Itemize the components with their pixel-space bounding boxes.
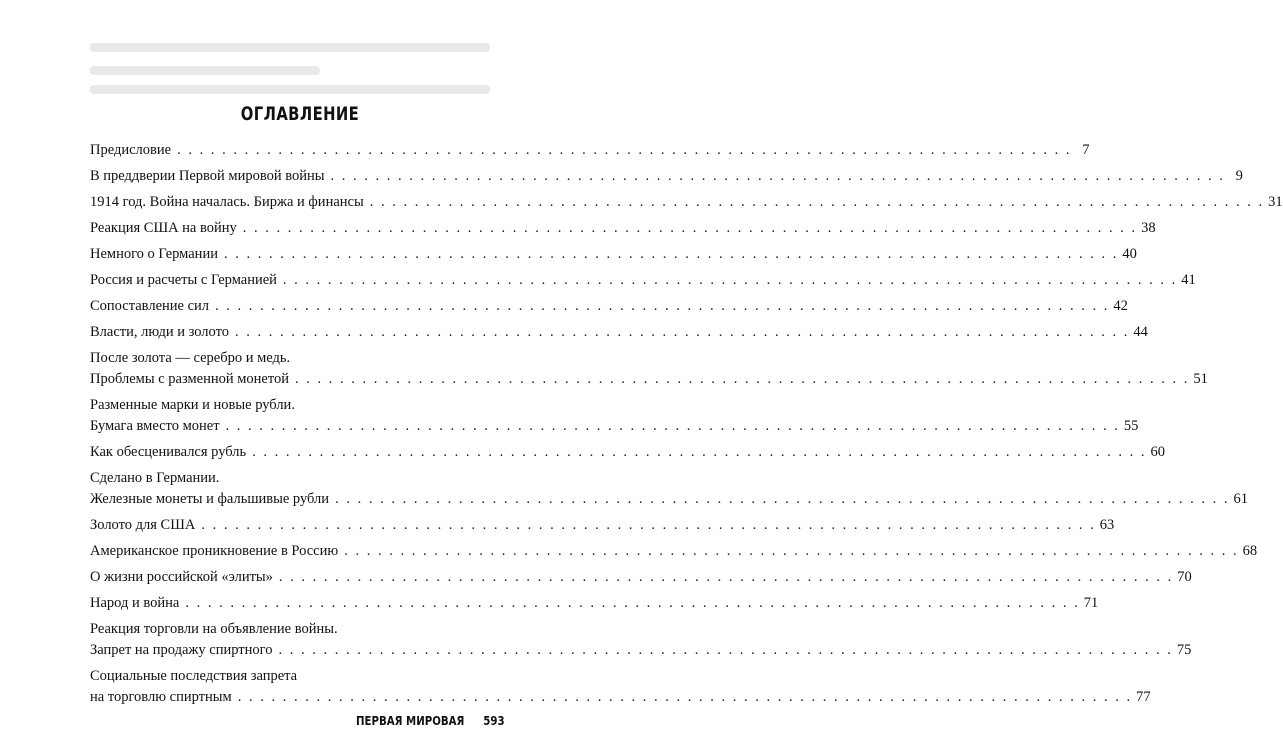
toc-entry-title: Народ и война [90, 595, 180, 611]
toc-entry [90, 272, 1196, 289]
toc-entry-title: Сопоставление сил [90, 298, 210, 314]
toc-entry-title-line1: Социальные последствия запрета [90, 668, 298, 684]
toc-entry-line [90, 298, 1128, 315]
toc-entry-page: 7 [1082, 142, 1090, 158]
toc-entry-title: Запрет на продажу спиртного [90, 642, 273, 658]
toc-entry-line [90, 491, 1248, 508]
table-of-contents [90, 142, 1283, 715]
toc-entry-line [90, 595, 1099, 612]
toc-entry [90, 621, 1192, 659]
toc-entry-page: 31 [1268, 194, 1283, 210]
toc-entry [90, 350, 1208, 388]
toc-entry-line [90, 194, 1283, 211]
page-footer [356, 714, 505, 728]
dot-leader: . . . . . . . . . . . . . . . . . . . . . . . . . . . . . . . . . . . . . . . . . . . . . . . . . . . . . . . . . . . . . . . . . . . . . . . . . . . . . . . . [295, 371, 1190, 387]
dot-leader: . . . . . . . . . . . . . . . . . . . . . . . . . . . . . . . . . . . . . . . . . . . . . . . . . . . . . . . . . . . . . . . . . . . . . . . . . . . . . . . . [344, 543, 1239, 559]
toc-entry-title: В преддверии Первой мировой войны [90, 168, 325, 184]
dot-leader: . . . . . . . . . . . . . . . . . . . . . . . . . . . . . . . . . . . . . . . . . . . . . . . . . . . . . . . . . . . . . . . . . . . . . . . . . . . . . . . . [278, 569, 1174, 585]
toc-entry-title: Железные монеты и фальшивые рубли [90, 491, 330, 507]
toc-entry-line [90, 642, 1192, 659]
toc-entry-line [90, 418, 1139, 435]
toc-entry-page: 60 [1150, 444, 1166, 460]
toc-entry-line [90, 220, 1156, 237]
dot-leader: . . . . . . . . . . . . . . . . . . . . . . . . . . . . . . . . . . . . . . . . . . . . . . . . . . . . . . . . . . . . . . . . . . . . . . . . . . . . . . . . [225, 418, 1120, 434]
toc-entry [90, 298, 1128, 315]
toc-entry-title: Россия и расчеты с Германией [90, 272, 277, 288]
toc-entry [90, 194, 1283, 211]
toc-entry-title-line1: Сделано в Германии. [90, 470, 220, 486]
toc-entry-page: 51 [1193, 371, 1208, 387]
toc-entry-title-line1: Реакция торговли на объявление войны. [90, 621, 338, 637]
toc-entry-page: 44 [1133, 324, 1148, 340]
dot-leader: . . . . . . . . . . . . . . . . . . . . . . . . . . . . . . . . . . . . . . . . . . . . . . . . . . . . . . . . . . . . . . . . . . . . . . . . . . . . . . . . [278, 642, 1173, 658]
toc-entry [90, 595, 1099, 612]
toc-entry-page: 63 [1099, 517, 1115, 533]
toc-entry-title-line1: После золота — серебро и медь. [90, 350, 291, 366]
toc-entry [90, 668, 1151, 706]
running-head: ПЕРВАЯ МИРОВАЯ [356, 714, 465, 728]
dot-leader: . . . . . . . . . . . . . . . . . . . . . . . . . . . . . . . . . . . . . . . . . . . . . . . . . . . . . . . . . . . . . . . . . . . . . . . . . . . . . . . . [201, 517, 1096, 533]
toc-entry-line [90, 168, 1243, 185]
bleed-through-line [90, 66, 320, 75]
bleed-through-line [90, 43, 490, 52]
bleed-through-line [90, 85, 490, 94]
toc-entry-page: 70 [1177, 569, 1192, 585]
page-title: ОГЛАВЛЕНИЕ [240, 103, 360, 125]
dot-leader: . . . . . . . . . . . . . . . . . . . . . . . . . . . . . . . . . . . . . . . . . . . . . . . . . . . . . . . . . . . . . . . . . . . . . . . . . . . . . . . . [237, 689, 1133, 705]
toc-entry-title: 1914 год. Война началась. Биржа и финансы [90, 194, 364, 210]
page-number: 593 [483, 714, 505, 728]
toc-entry-line [90, 543, 1258, 560]
dot-leader: . . . . . . . . . . . . . . . . . . . . . . . . . . . . . . . . . . . . . . . . . . . . . . . . . . . . . . . . . . . . . . . . . . . . . . . . . . . . . . . . [242, 220, 1138, 236]
toc-entry-line [90, 517, 1115, 534]
toc-entry-title: Американское проникновение в Россию [90, 543, 339, 559]
dot-leader: . . . . . . . . . . . . . . . . . . . . . . . . . . . . . . . . . . . . . . . . . . . . . . . . . . . . . . . . . . . . . . . . . . . . . . . . . . . . . . . . [185, 595, 1080, 611]
dot-leader: . . . . . . . . . . . . . . . . . . . . . . . . . . . . . . . . . . . . . . . . . . . . . . . . . . . . . . . . . . . . . . . . . . . . . . . . . . . . . . . . [177, 142, 1072, 158]
toc-entry-title: Бумага вместо монет [90, 418, 220, 434]
toc-entry [90, 397, 1139, 435]
dot-leader: . . . . . . . . . . . . . . . . . . . . . . . . . . . . . . . . . . . . . . . . . . . . . . . . . . . . . . . . . . . . . . . . . . . . . . . . . . . . . . . . [282, 272, 1178, 288]
toc-entry-title: Реакция США на войну [90, 220, 237, 236]
toc-entry-title-line1: Разменные марки и новые рубли. [90, 397, 295, 413]
toc-entry [90, 168, 1243, 185]
toc-entry-page: 9 [1235, 168, 1243, 184]
toc-entry-page: 41 [1181, 272, 1196, 288]
toc-entry-page: 40 [1122, 246, 1137, 262]
toc-entry-line [90, 444, 1166, 461]
toc-entry [90, 517, 1115, 534]
toc-entry-page: 77 [1136, 689, 1151, 705]
toc-entry-title: Проблемы с разменной монетой [90, 371, 290, 387]
toc-entry-title: Как обесценивался рубль [90, 444, 247, 460]
toc-entry-line [90, 324, 1148, 341]
toc-entry [90, 569, 1192, 586]
toc-entry-title: Власти, люди и золото [90, 324, 229, 340]
toc-entry [90, 324, 1148, 341]
toc-entry-page: 38 [1141, 220, 1156, 236]
toc-entry [90, 142, 1090, 159]
toc-entry-page: 68 [1242, 543, 1258, 559]
toc-entry-page: 61 [1233, 491, 1248, 507]
toc-entry-page: 75 [1176, 642, 1192, 658]
toc-entry [90, 470, 1248, 508]
dot-leader: . . . . . . . . . . . . . . . . . . . . . . . . . . . . . . . . . . . . . . . . . . . . . . . . . . . . . . . . . . . . . . . . . . . . . . . . . . . . . . . . [369, 194, 1265, 210]
dot-leader: . . . . . . . . . . . . . . . . . . . . . . . . . . . . . . . . . . . . . . . . . . . . . . . . . . . . . . . . . . . . . . . . . . . . . . . . . . . . . . . . [235, 324, 1130, 340]
toc-entry-line [90, 272, 1196, 289]
toc-entry-line [90, 246, 1137, 263]
dot-leader: . . . . . . . . . . . . . . . . . . . . . . . . . . . . . . . . . . . . . . . . . . . . . . . . . . . . . . . . . . . . . . . . . . . . . . . . . . . . . . . . [223, 246, 1119, 262]
dot-leader: . . . . . . . . . . . . . . . . . . . . . . . . . . . . . . . . . . . . . . . . . . . . . . . . . . . . . . . . . . . . . . . . . . . . . . . . . . . . . . . . [330, 168, 1225, 184]
toc-entry [90, 444, 1166, 461]
toc-entry-line [90, 142, 1090, 159]
toc-entry-title: на торговлю спиртным [90, 689, 232, 705]
toc-entry-title: Предисловие [90, 142, 172, 158]
dot-leader: . . . . . . . . . . . . . . . . . . . . . . . . . . . . . . . . . . . . . . . . . . . . . . . . . . . . . . . . . . . . . . . . . . . . . . . . . . . . . . . . [335, 491, 1230, 507]
dot-leader: . . . . . . . . . . . . . . . . . . . . . . . . . . . . . . . . . . . . . . . . . . . . . . . . . . . . . . . . . . . . . . . . . . . . . . . . . . . . . . . . [215, 298, 1110, 314]
toc-entry-title: Золото для США [90, 517, 196, 533]
dot-leader: . . . . . . . . . . . . . . . . . . . . . . . . . . . . . . . . . . . . . . . . . . . . . . . . . . . . . . . . . . . . . . . . . . . . . . . . . . . . . . . . [252, 444, 1147, 460]
toc-entry-page: 71 [1083, 595, 1099, 611]
toc-entry [90, 543, 1258, 560]
toc-entry-page: 55 [1123, 418, 1139, 434]
toc-entry-title: О жизни российской «элиты» [90, 569, 273, 585]
toc-entry-line [90, 569, 1192, 586]
toc-entry-line [90, 371, 1208, 388]
toc-entry-title: Немного о Германии [90, 246, 218, 262]
toc-entry-page: 42 [1113, 298, 1128, 314]
toc-entry-line [90, 689, 1151, 706]
toc-entry [90, 220, 1156, 237]
toc-entry [90, 246, 1137, 263]
